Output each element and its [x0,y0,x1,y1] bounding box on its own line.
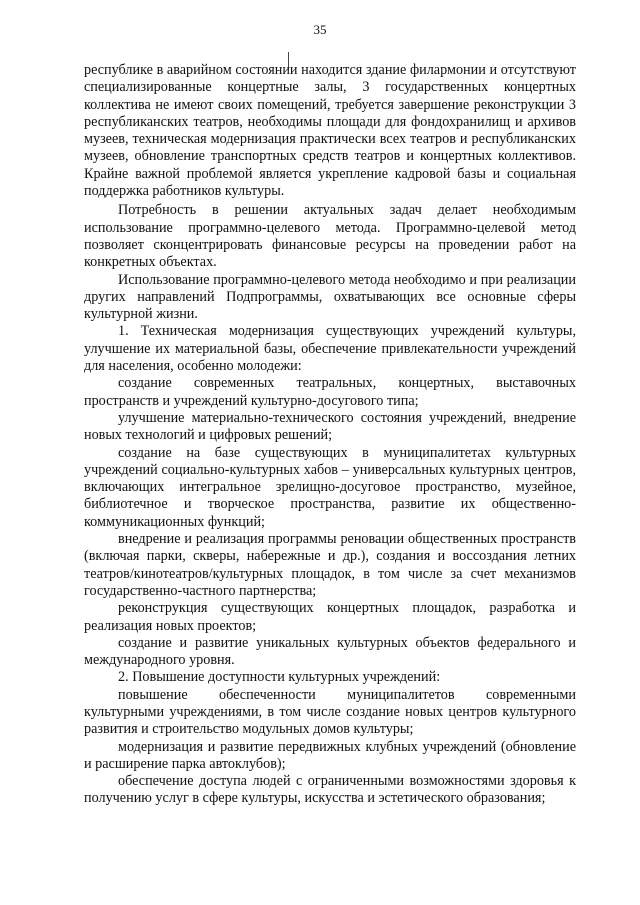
list-item: внедрение и реализация программы реновации общественных пространств (включая парки, скверы, набережные и др.), создания и воссоздания летних театров/кинотеатров/культурных площадок, в том числе за счет механизмов государственно-частного партнерства; [84,531,576,599]
list-item: модернизация и развитие передвижных клубных учреждений (обновление и расширение парка автоклубов); [84,738,576,772]
section-2-heading: 2. Повышение доступности культурных учреждений: [118,669,441,686]
paragraph-program-method: Потребность в решении актуальных задач делает необходимым использование программно-целевого метода. Программно-целевой метод позволяет сконцентрировать финансовые ресурсы на проведении работ на конкретных объектах. [84,202,576,271]
list-item: обеспечение доступа людей с ограниченными возможностями здоровья к получению услуг в сфере культуры, искусства и эстетического образования; [84,773,576,807]
section-1-heading: 1. Техническая модернизация существующих учреждений культуры, улучшение их материальной базы, обеспечение привлекательности учреждений для населения, особенно молодежи: [84,323,576,375]
paragraph-continuation: республике в аварийном состоянии находится здание филармонии и отсутствуют специализированные концертные залы, 3 государственных концертных коллектива не имеют своих помещений, требуется завершение реконструкции 3 республиканских театров, необходимы площади для фондохранилищ и архивов музеев, техническая модернизация практически всех театров и республиканских музеев, обновление транспортных средств театров и концертных коллективов. Крайне важной проблемой является укрепление кадровой базы и социальная поддержка работников культуры. [84,62,576,200]
body-text [84,62,576,808]
list-item: реконструкция существующих концертных площадок, разработка и реализация новых проектов; [84,600,576,634]
list-item: создание современных театральных, концертных, выставочных пространств и учреждений культурно-досугового типа; [84,375,576,409]
paragraph-other-directions: Использование программно-целевого метода необходимо и при реализации других направлений Подпрограммы, охватывающих все основные сферы культурной жизни. [84,271,576,323]
list-item: создание и развитие уникальных культурных объектов федерального и международного уровня. [84,634,576,669]
list-item: повышение обеспеченности муниципалитетов современными культурными учреждениями, в том числе создание новых центров культурного развития и строительство модульных домов культуры; [84,686,576,738]
page-number: 35 [313,22,327,37]
list-item: создание на базе существующих в муниципалитетах культурных учреждений социально-культурных хабов – универсальных культурных центров, включающих интегральное зрелищно-досуговое пространство, музейное, библиотечное и творческое пространства, развитие их общественно-коммуникационных функций; [84,444,576,530]
list-item: улучшение материально-технического состояния учреждений, внедрение новых технологий и цифровых решений; [84,409,576,444]
